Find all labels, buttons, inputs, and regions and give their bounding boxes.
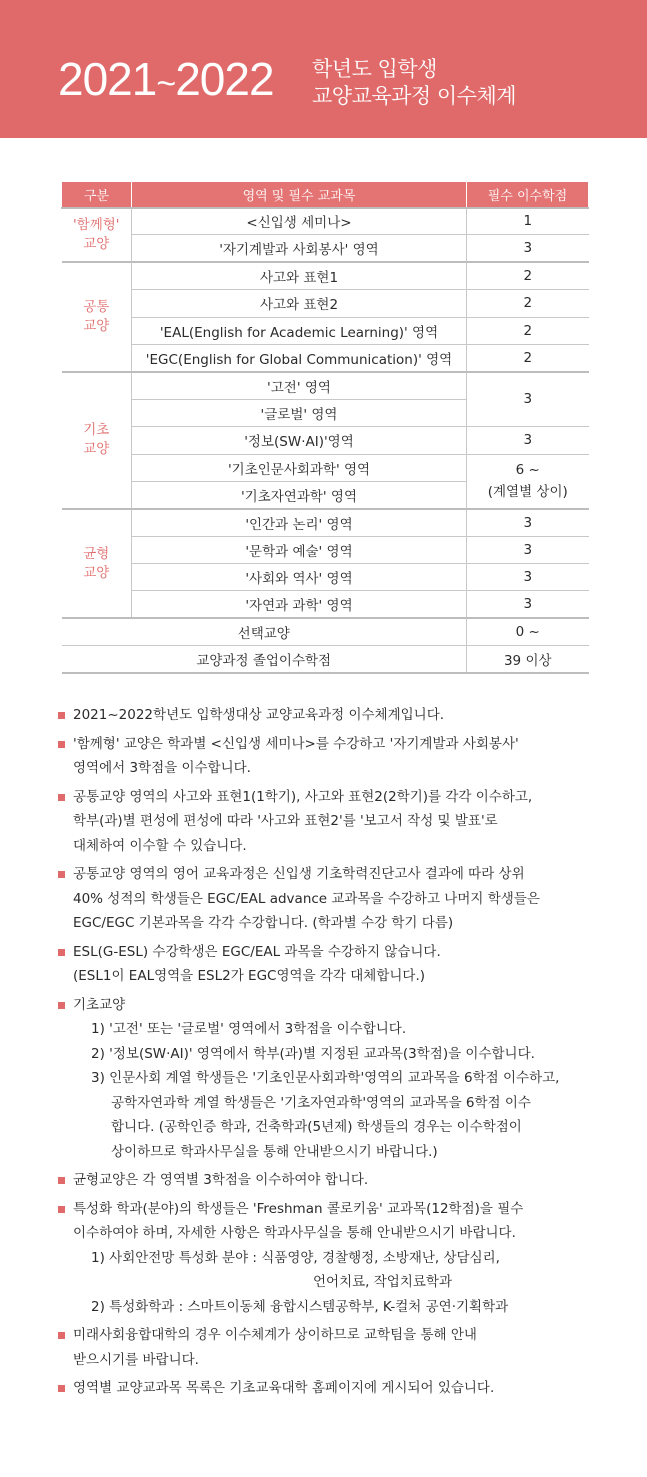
subject-cell: 'EGC(English for Global Communication)' 영역 <box>132 344 467 371</box>
note-subline: 공학자연과학 계열 학생들은 '기초자연과학'영역의 교과목을 6학점 이수 <box>111 1094 531 1111</box>
note-item <box>56 993 596 1165</box>
note-item <box>56 1376 596 1401</box>
header-subtitle <box>312 56 516 110</box>
category-common <box>62 262 132 372</box>
credit-cell: 3 <box>467 509 589 536</box>
square-bullet-icon <box>58 949 65 956</box>
col-header-credit: 필수 이수학점 <box>467 182 589 208</box>
note-subline: 언어치료, 작업치료학과 <box>313 1274 452 1290</box>
credit-cell <box>467 454 589 509</box>
note-item <box>56 862 596 936</box>
note-subline: 상이하므로 학과사무실을 통해 안내받으시기 바랍니다.) <box>111 1143 438 1160</box>
note-line: 대체하여 이수할 수 있습니다. <box>73 837 247 854</box>
note-line: 이수하여야 하며, 자세한 사항은 학과사무실을 통해 안내받으시기 바랍니다. <box>73 1225 516 1241</box>
note-line: 특성화 학과(분야)의 학생들은 'Freshman 콜로키움' 교과목(12학점)을 필수 <box>73 1200 524 1217</box>
credit-cell: 2 <box>467 317 589 344</box>
subject-cell-total: 교양과정 졸업이수학점 <box>62 646 467 673</box>
table-row <box>62 536 589 563</box>
table-row <box>62 618 589 645</box>
note-subline: 합니다. (공학인증 학과, 건축학과(5년제) 학생들의 경우는 이수학점이 <box>111 1119 522 1135</box>
credit-cell: 2 <box>467 262 589 289</box>
note-item <box>56 1323 596 1372</box>
subject-cell: '자기계발과 사회봉사' 영역 <box>132 235 467 262</box>
credit-cell: 0 ~ <box>467 618 589 645</box>
subject-cell-elective: 선택교양 <box>62 618 467 645</box>
note-line: (ESL1이 EAL영역을 ESL2가 EGC영역을 각각 대체합니다.) <box>73 968 426 984</box>
note-item <box>56 1168 596 1193</box>
year-tilde: ~ <box>156 65 176 103</box>
col-header-subject: 영역 및 필수 교과목 <box>132 182 467 208</box>
note-subline: 3) 인문사회 계열 학생들은 '기초인문사회과학'영역의 교과목을 6학점 이수하고, <box>91 1070 560 1086</box>
credit-cell: 2 <box>467 344 589 371</box>
subject-cell: 사고와 표현2 <box>132 290 467 317</box>
note-line: 받으시기를 바랍니다. <box>73 1351 199 1368</box>
category-label: 교양 <box>83 441 110 458</box>
subject-cell: '기초인문사회과학' 영역 <box>132 454 467 481</box>
category-label: 기초 <box>83 422 110 439</box>
note-line: '함께형' 교양은 학과별 <신입생 세미나>를 수강하고 '자기계발과 사회봉사' <box>73 735 519 752</box>
category-label: 교양 <box>83 318 110 335</box>
subject-cell: 'EAL(English for Academic Learning)' 영역 <box>132 317 467 344</box>
credit-cell: 3 <box>467 427 589 454</box>
category-label: '함께형' <box>72 216 120 233</box>
category-label: 교양 <box>83 564 110 581</box>
square-bullet-icon <box>58 871 65 878</box>
table-row <box>62 344 589 371</box>
note-line: 40% 성적의 학생들은 EGC/EAL advance 교과목을 수강하고 나머지 학생들은 <box>73 890 540 907</box>
note-line: EGC/EGC 기본과목을 각각 수강합니다. (학과별 수강 학기 다름) <box>73 915 454 931</box>
note-line: 영역에서 3학점을 이수합니다. <box>73 760 251 776</box>
curriculum-table <box>61 181 589 674</box>
square-bullet-icon <box>58 741 65 748</box>
note-item <box>56 785 596 859</box>
square-bullet-icon <box>58 1002 65 1009</box>
note-item <box>56 1197 596 1320</box>
table-row <box>62 564 589 591</box>
note-line: 학부(과)별 편성에 편성에 따라 '사고와 표현2'를 '보고서 작성 및 발표'로 <box>73 813 498 829</box>
note-line: 2021~2022학년도 입학생대상 교양교육과정 이수체계입니다. <box>73 707 445 723</box>
note-line: ESL(G-ESL) 수강학생은 EGC/EAL 과목을 수강하지 않습니다. <box>73 943 441 960</box>
note-line: 공통교양 영역의 사고와 표현1(1학기), 사고와 표현2(2학기)를 각각 이수하고, <box>73 788 533 805</box>
note-line: 영역별 교양교과목 목록은 기초교육대학 홈페이지에 게시되어 있습니다. <box>73 1380 495 1396</box>
table-row-total <box>62 646 589 673</box>
credit-cell: 2 <box>467 290 589 317</box>
table-row <box>62 372 589 399</box>
credit-cell: 3 <box>467 591 589 618</box>
credit-cell-total: 39 이상 <box>467 646 589 673</box>
credit-cell: 3 <box>467 564 589 591</box>
header-subtitle-line2: 교양교육과정 이수체계 <box>312 84 517 108</box>
credit-cell: 3 <box>467 536 589 563</box>
header-years <box>58 52 274 106</box>
square-bullet-icon <box>58 1332 65 1339</box>
table-row <box>62 208 589 235</box>
subject-cell: '인간과 논리' 영역 <box>132 509 467 536</box>
category-label: 공통 <box>83 299 110 316</box>
note-subline: 2) 특성화학과 : 스마트이동체 융합시스템공학부, K-컬처 공연·기획학과 <box>91 1298 509 1315</box>
category-label: 균형 <box>83 545 110 562</box>
category-basic <box>62 372 132 509</box>
subject-cell: 사고와 표현1 <box>132 262 467 289</box>
subject-cell: '문학과 예술' 영역 <box>132 536 467 563</box>
table-row <box>62 509 589 536</box>
subject-cell: '고전' 영역 <box>132 372 467 399</box>
table-header-row <box>62 182 589 208</box>
year-start: 2021 <box>58 53 157 105</box>
year-end: 2022 <box>175 53 274 105</box>
col-header-category: 구분 <box>62 182 132 208</box>
subject-cell: <신입생 세미나> <box>132 208 467 235</box>
table-row <box>62 454 589 481</box>
credit-cell: 3 <box>467 235 589 262</box>
credit-line: (계열별 상이) <box>487 484 568 501</box>
note-item <box>56 940 596 989</box>
square-bullet-icon <box>58 1177 65 1184</box>
table-row <box>62 317 589 344</box>
category-together <box>62 208 132 263</box>
subject-cell: '사회와 역사' 영역 <box>132 564 467 591</box>
table-row <box>62 262 589 289</box>
subject-cell: '자연과 과학' 영역 <box>132 591 467 618</box>
square-bullet-icon <box>58 1206 65 1213</box>
note-item <box>56 703 596 728</box>
table-row <box>62 290 589 317</box>
subject-cell: '정보(SW·AI)'영역 <box>132 427 467 454</box>
header-banner <box>0 0 647 138</box>
note-subline: 2) '정보(SW·AI)' 영역에서 학부(과)별 지정된 교과목(3학점)을 이수합니다. <box>91 1045 535 1062</box>
notes-list <box>56 703 596 1405</box>
note-line: 공통교양 영역의 영어 교육과정은 신입생 기초학력진단고사 결과에 따라 상위 <box>73 866 525 882</box>
note-subline: 1) 사회안전망 특성화 분야 : 식품영양, 경찰행정, 소방재난, 상담심리, <box>91 1249 500 1266</box>
table-row <box>62 591 589 618</box>
square-bullet-icon <box>58 712 65 719</box>
square-bullet-icon <box>58 794 65 801</box>
note-line: 미래사회융합대학의 경우 이수체계가 상이하므로 교학팀을 통해 안내 <box>73 1327 477 1343</box>
square-bullet-icon <box>58 1385 65 1392</box>
credit-cell: 1 <box>467 208 589 235</box>
credit-cell: 3 <box>467 372 589 427</box>
note-line: 균형교양은 각 영역별 3학점을 이수하여야 합니다. <box>73 1172 369 1188</box>
table-row <box>62 235 589 262</box>
subject-cell: '기초자연과학' 영역 <box>132 481 467 508</box>
note-line: 기초교양 <box>73 996 126 1013</box>
note-item <box>56 732 596 781</box>
category-label: 교양 <box>83 235 110 252</box>
header-subtitle-line1: 학년도 입학생 <box>312 57 437 81</box>
subject-cell: '글로벌' 영역 <box>132 399 467 426</box>
table-row <box>62 427 589 454</box>
credit-line: 6 ~ <box>515 462 540 479</box>
category-balance <box>62 509 132 619</box>
note-subline: 1) '고전' 또는 '글로벌' 영역에서 3학점을 이수합니다. <box>91 1021 407 1037</box>
